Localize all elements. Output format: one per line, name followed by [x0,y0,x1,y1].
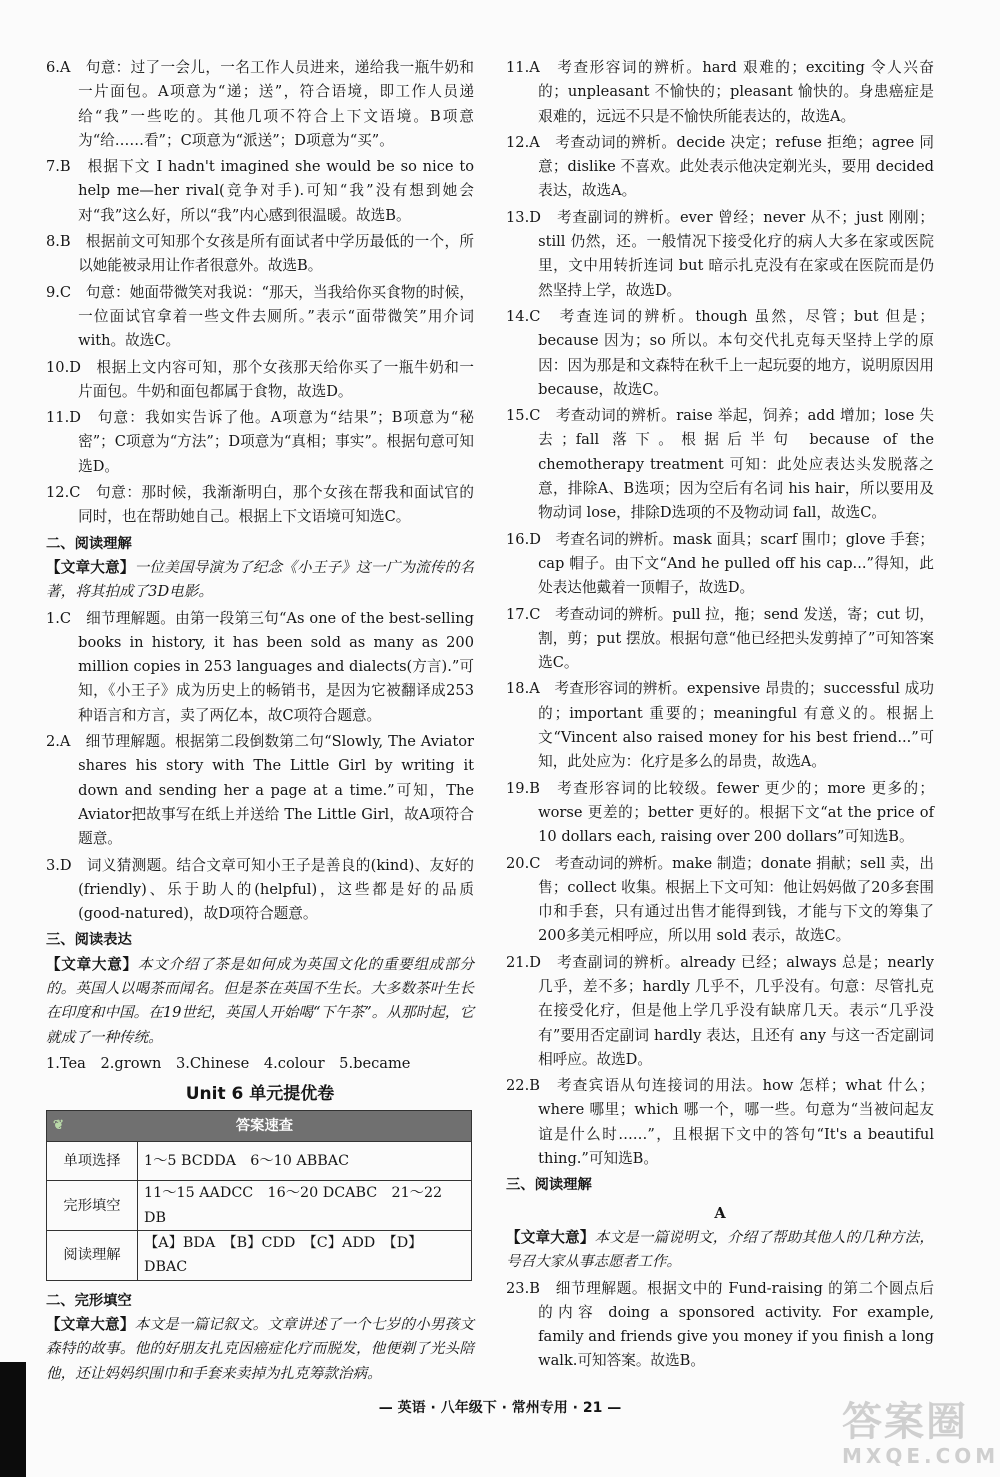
summary-text: 本文介绍了茶是如何成为英国文化的重要组成部分的。英国人以喝茶而闻名。但是茶在英国不生长。大多数茶叶生长在印度和中国。在19世纪，英国人开始喝“下午茶”。从那时起，它就成了一种传统。 [46,955,474,1046]
passage-letter: A [714,1204,726,1222]
answer-explanation: 2.A 细节理解题。根据第二段倒数第二句“Slowly, The Aviator shares his story with The Little Girl by writing it down and sending her a page at a time.”可知，The Aviator把故事写在纸上并送给 The Little Girl，故A项符合题意。 [46,733,474,848]
table-row [47,1142,472,1181]
watermark-title: 答案圈 [842,1399,968,1445]
answer-explanation: 3.D 词义猜测题。结合文章可知小王子是善良的(kind)、友好的(friendly)、乐于助人的(helpful)，这些都是好的品质(good-natured)，故D项符合题意。 [46,856,474,923]
left-reading-answers [46,607,474,927]
answer-explanation: 6.A 句意：过了一会儿，一名工作人员进来，递给我一瓶牛奶和一片面包。A项意为“递；送”，符合语境，即工作人员递给“我”一些吃的。其他几项不符合上下文语境。B项意为“给……看”；C项意为“派送”；D项意为“买”。 [46,59,474,149]
answer-explanation: 18.A 考查形容词的辨析。expensive 昂贵的；successful 成功的；important 重要的；meaningful 有意义的。根据上文“Vincent also raised money for his best friend...”可知，此处应为：化疗是多么的昂贵，故选A。 [506,680,934,771]
table-header-label: 答案速查 [235,1118,294,1135]
right-cloze-answers [506,56,934,1171]
right-column [506,56,934,1376]
table-header [47,1111,472,1142]
answer-explanation: 11.A 考查形容词的辨析。hard 艰难的；exciting 令人兴奋的；unpleasant 不愉快的；pleasant 愉快的。身患癌症是艰难的，远远不只是不愉快所能表达的，故选A。 [506,59,934,125]
watermark-url: MXQE.COM [842,1444,1000,1468]
article-summary [46,953,474,1050]
answer-explanation: 15.C 考查动词的辨析。raise 举起，饲养；add 增加；lose 失去；fall 落下。根据后半句 because of the chemotherapy treatment 可知：此处应表达头发脱落之意，排除A、B选项；因为空后有名词 his hair，所以要用及物动词 lose，排除D选项的不及物动词 fall，故选C。 [506,407,934,522]
answer-explanation: 19.B 考查形容词的比较级。fewer 更少的；more 更多的；worse 更差的；better 更好的。根据下文“at the price of 10 dollars each, raising over 200 dollars”可知选B。 [506,779,934,846]
page-edge-bar [0,1362,26,1477]
left-cloze-answers [46,56,474,530]
answer-explanation: 17.C 考查动词的辨析。pull 拉，拖；send 发送，寄；cut 切，割，剪；put 摆放。根据句意“他已经把头发剪掉了”可知答案选C。 [506,605,934,672]
right-reading-answers [506,1277,934,1374]
summary-tag: 【文章大意】 [46,1315,135,1333]
reading-expression-answers: 1.Tea 2.grown 3.Chinese 4.colour 5.became [46,1054,411,1072]
answer-explanation: 20.C 考查动词的辨析。make 制造；donate 捐献；sell 卖，出售；collect 收集。根据上下文可知：他让妈妈做了20多套围巾和手套，只有通过出售才能得到钱，才能与下文的筹集了200多美元相呼应，所以用 sold 表示，故选C。 [506,854,934,945]
summary-tag: 【文章大意】 [506,1228,595,1246]
answer-explanation: 13.D 考查副词的辨析。ever 曾经；never 从不；just 刚刚；still 仍然，还。一般情况下接受化疗的病人大多在家或医院里，文中用转折连词 but 暗示扎克没有在家或在医院而是仍然坚持上学，故选D。 [506,208,934,299]
summary-tag: 【文章大意】 [46,955,138,973]
article-summary [46,1313,474,1386]
answer-quick-check-table [46,1110,472,1280]
summary-text: 本文是一篇记叙文。文章讲述了一个七岁的小男孩文森特的故事。他的好朋友扎克因癌症化疗而脱发，他便剃了光头陪他，还让妈妈织围巾和手套来卖掉为扎克筹款治病。 [46,1315,474,1382]
answer-explanation: 1.C 细节理解题。由第一段第三句“As one of the best-selling books in history, it has been sold as many as 200 million copies in 253 languages and dialects(方言).”可知，《小王子》成为历史上的畅销书，是因为它被翻译成253种语言和方言，卖了两亿本，故C项符合题意。 [46,609,474,724]
unit-title: Unit 6 单元提优卷 [185,1084,335,1105]
summary-text: 本文是一篇说明文，介绍了帮助其他人的几种方法，号召大家从事志愿者工作。 [506,1228,934,1271]
answer-explanation: 16.D 考查名词的辨析。mask 面具；scarf 围巾；glove 手套；cap 帽子。由下文“And he pulled off his cap...”得知，此处表达他戴着一顶帽子，故选D。 [506,530,934,597]
row-label: 阅读理解 [47,1231,138,1281]
answer-explanation: 11.D 句意：我如实告诉了他。A项意为“结果”；B项意为“秘密”；C项意为“方法”；D项意为“真相；事实”。根据句意可知选D。 [46,409,474,475]
section-heading-cloze: 二、完形填空 [46,1292,132,1309]
summary-text: 一位美国导演为了纪念《小王子》这一广为流传的名著，将其拍成了3D电影。 [46,558,474,601]
row-value: 【A】BDA 【B】CDD 【C】ADD 【D】DBAC [138,1231,472,1281]
answer-explanation: 10.D 根据上文内容可知，那个女孩那天给你买了一瓶牛奶和一片面包。牛奶和面包都属于食物，故选D。 [46,358,474,400]
answer-explanation: 22.B 考查宾语从句连接词的用法。how 怎样；what 什么；where 哪里；which 哪一个，哪一些。句意为“当被问起友谊是什么时……”，且根据下文中的答句“It's a beautiful thing.”可知选B。 [506,1077,934,1168]
row-value: 11～15 AADCC 16～20 DCABC 21～22 DB [138,1181,472,1231]
watermark-logo [842,1399,1000,1472]
answer-explanation: 8.B 根据前文可知那个女孩是所有面试者中学历最低的一个，所以她能被录用让作者很意外。故选B。 [46,233,474,275]
page-footer: — 英语 · 八年级下 · 常州专用 · 21 — [378,1400,622,1416]
answer-explanation: 9.C 句意：她面带微笑对我说：“那天，当我给你买食物的时候，一位面试官拿着一些文件去厕所。”表示“面带微笑”用介词 with。故选C。 [46,283,474,350]
left-column [46,56,474,1388]
row-label: 完形填空 [47,1181,138,1231]
section-heading-reading: 三、阅读理解 [506,1177,592,1194]
leaf-icon: ❦ [53,1118,64,1134]
answer-explanation: 12.C 句意：那时候，我渐渐明白，那个女孩在帮我和面试官的同时，也在帮助她自己。根据上下文语境可知选C。 [46,484,474,526]
answer-explanation: 7.B 根据下文 I hadn't imagined she would be so nice to help me—her rival(竞争对手).可知“我”没有想到她会对“我”这么好，所以“我”内心感到很温暖。故选B。 [46,158,474,224]
summary-tag: 【文章大意】 [46,558,135,576]
article-summary [46,556,474,605]
answer-explanation: 21.D 考查副词的辨析。already 已经；always 总是；nearly 几乎，差不多；hardly 几乎不，几乎没有。句意：尽管扎克在接受化疗，但是他上学几乎没有缺席几天。表示“几乎没有”要用否定副词 hardly 表达，且还有 any 与这一否定副词相呼应。故选D。 [506,953,934,1068]
row-label: 单项选择 [47,1142,138,1181]
table-row [47,1181,472,1231]
article-summary [506,1226,934,1275]
answer-explanation: 23.B 细节理解题。根据文中的 Fund-raising 的第二个圆点后的内容 doing a sponsored activity. For example, family and friends give you money if you finish a long walk.可知答案。故选B。 [506,1279,934,1370]
answer-explanation: 12.A 考查动词的辨析。decide 决定；refuse 拒绝；agree 同意；dislike 不喜欢。此处表示他决定剃光头，要用 decided 表达，故选A。 [506,133,934,200]
answer-explanation: 14.C 考查连词的辨析。though 虽然，尽管；but 但是；because 因为；so 所以。本句交代扎克每天坚持上学的原因：因为那是和文森特在秋千上一起玩耍的地方，说明原因用 because，故选C。 [506,307,934,398]
section-heading-reading: 二、阅读理解 [46,535,132,552]
table-row [47,1231,472,1281]
row-value: 1～5 BCDDA 6～10 ABBAC [138,1142,472,1181]
section-heading-reading-expression: 三、阅读表达 [46,932,132,949]
